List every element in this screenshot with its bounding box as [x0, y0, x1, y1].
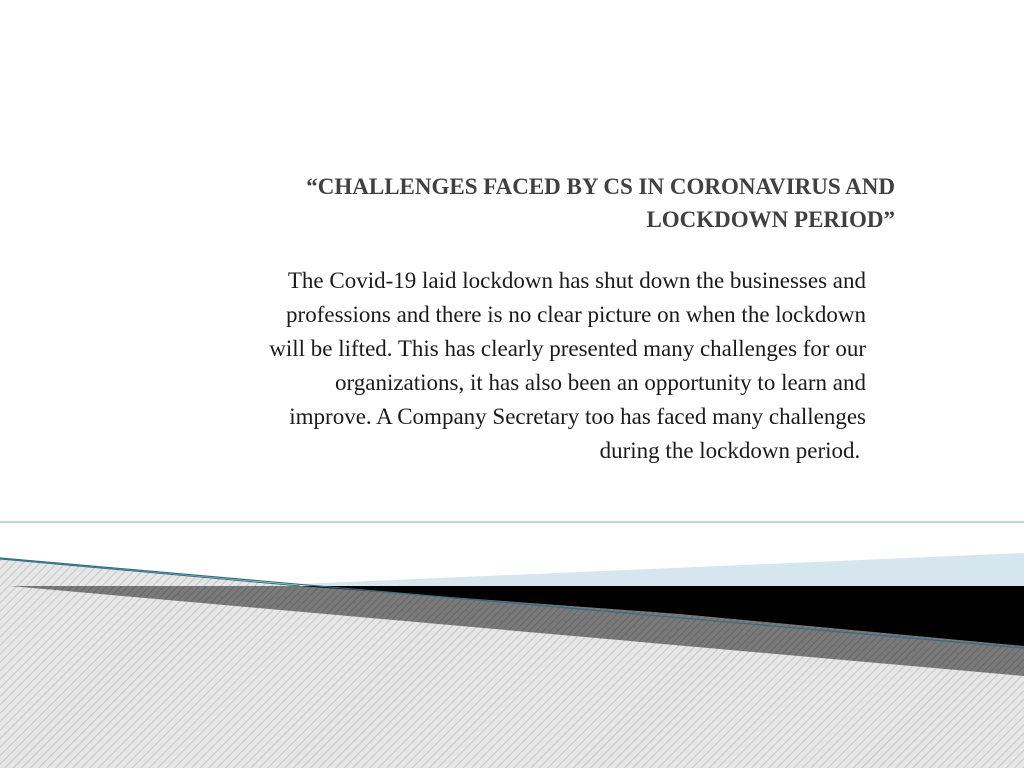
title-line-2: LOCKDOWN PERIOD” — [646, 207, 895, 232]
body-line-4: organizations, it has also been an opportunity to learn and — [335, 370, 866, 395]
body-line-6: during the lockdown period. — [599, 438, 866, 463]
body-line-2: professions and there is no clear picture on when the lockdown — [286, 302, 866, 327]
title-line-1: “CHALLENGES FACED BY CS IN CORONAVIRUS AND — [306, 174, 895, 199]
body-line-1: The Covid-19 laid lockdown has shut down the businesses and — [287, 268, 866, 293]
body-line-5: improve. A Company Secretary too has faced many challenges — [289, 404, 866, 429]
light-blue-band — [300, 553, 1024, 590]
body-line-3: will be lifted. This has clearly presented many challenges for our — [269, 336, 866, 361]
slide-title — [110, 170, 895, 236]
body-paragraph — [110, 264, 866, 468]
